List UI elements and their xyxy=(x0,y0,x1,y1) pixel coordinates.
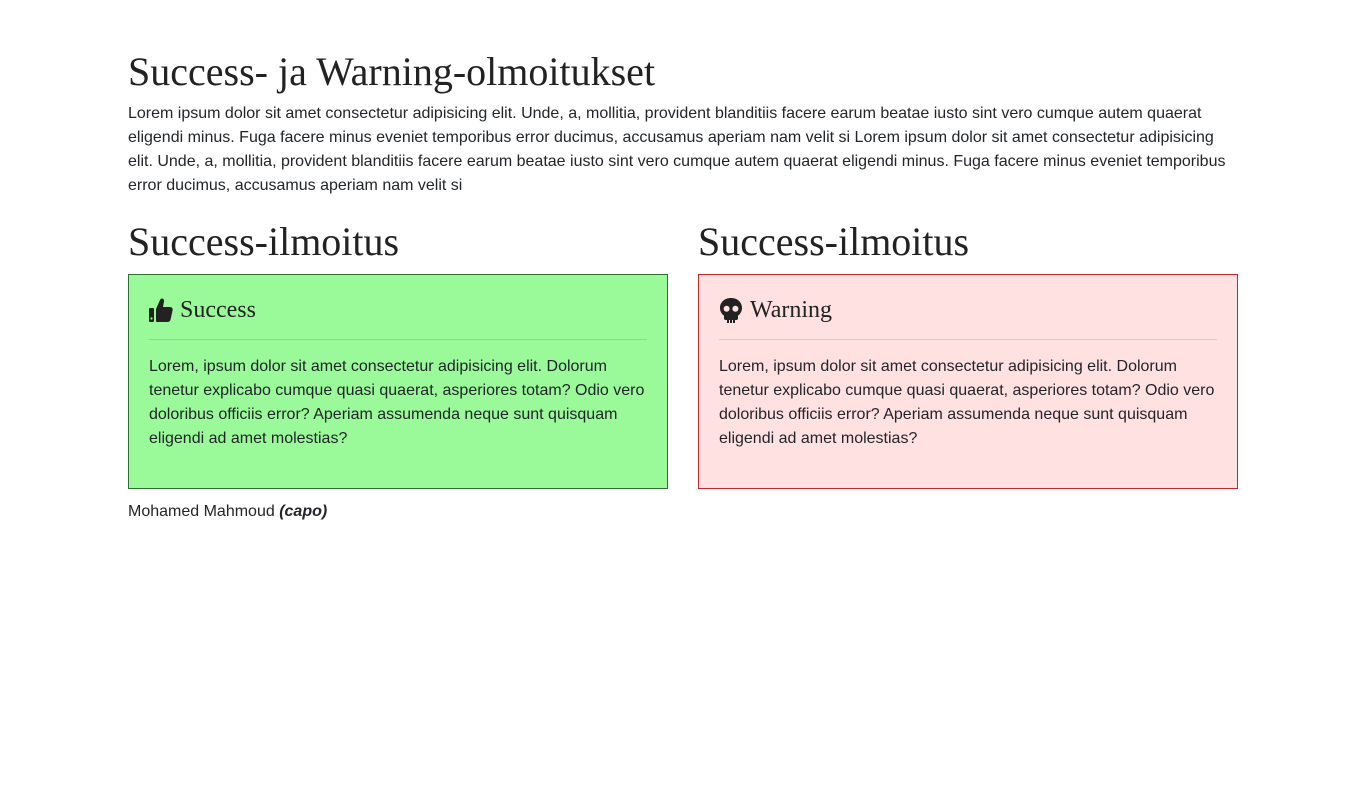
warning-alert-heading xyxy=(719,295,1217,325)
warning-section-heading: Success-ilmoitus xyxy=(698,219,970,264)
page-container xyxy=(128,46,1238,524)
alert-columns xyxy=(128,216,1238,489)
success-section-heading: Success-ilmoitus xyxy=(128,219,400,264)
intro-paragraph: Lorem ipsum dolor sit amet consectetur adipisicing elit. Unde, a, mollitia, provident blanditiis facere earum beatae iusto sint vero cumque autem quaerat eligendi minus. Fuga facere minus eveniet temporibus error ducimus, accusamus aperiam nam velit si Lorem ipsum dolor sit amet consectetur adipisicing elit. Unde, a, mollitia, provident blanditiis facere earum beatae iusto sint vero cumque autem quaerat eligendi minus. Fuga facere minus eveniet temporibus error ducimus, accusamus aperiam nam velit si xyxy=(128,105,1226,194)
success-alert-heading xyxy=(149,295,647,325)
author-name: Mohamed Mahmoud xyxy=(128,503,275,520)
author-alias: (capo) xyxy=(279,503,328,520)
author-credit xyxy=(128,500,1238,524)
page-title: Success- ja Warning-olmoitukset xyxy=(128,49,656,94)
warning-alert-title: Warning xyxy=(750,296,833,323)
warning-alert-text: Lorem, ipsum dolor sit amet consectetur adipisicing elit. Dolorum tenetur explicabo cumque quasi quaerat, asperiores totam? Odio vero doloribus officiis error? Aperiam assumenda neque sunt quisquam eligendi ad amet molestias? xyxy=(719,358,1215,447)
thumbs-up-icon xyxy=(149,297,173,323)
success-alert-title: Success xyxy=(180,296,256,323)
success-alert-divider xyxy=(149,339,647,340)
warning-alert xyxy=(698,274,1238,489)
success-alert xyxy=(128,274,668,489)
success-alert-text: Lorem, ipsum dolor sit amet consectetur adipisicing elit. Dolorum tenetur explicabo cumque quasi quaerat, asperiores totam? Odio vero doloribus officiis error? Aperiam assumenda neque sunt quisquam eligendi ad amet molestias? xyxy=(149,358,645,447)
skull-icon xyxy=(719,297,743,323)
warning-alert-divider xyxy=(719,339,1217,340)
success-column xyxy=(128,216,668,489)
warning-column xyxy=(698,216,1238,489)
